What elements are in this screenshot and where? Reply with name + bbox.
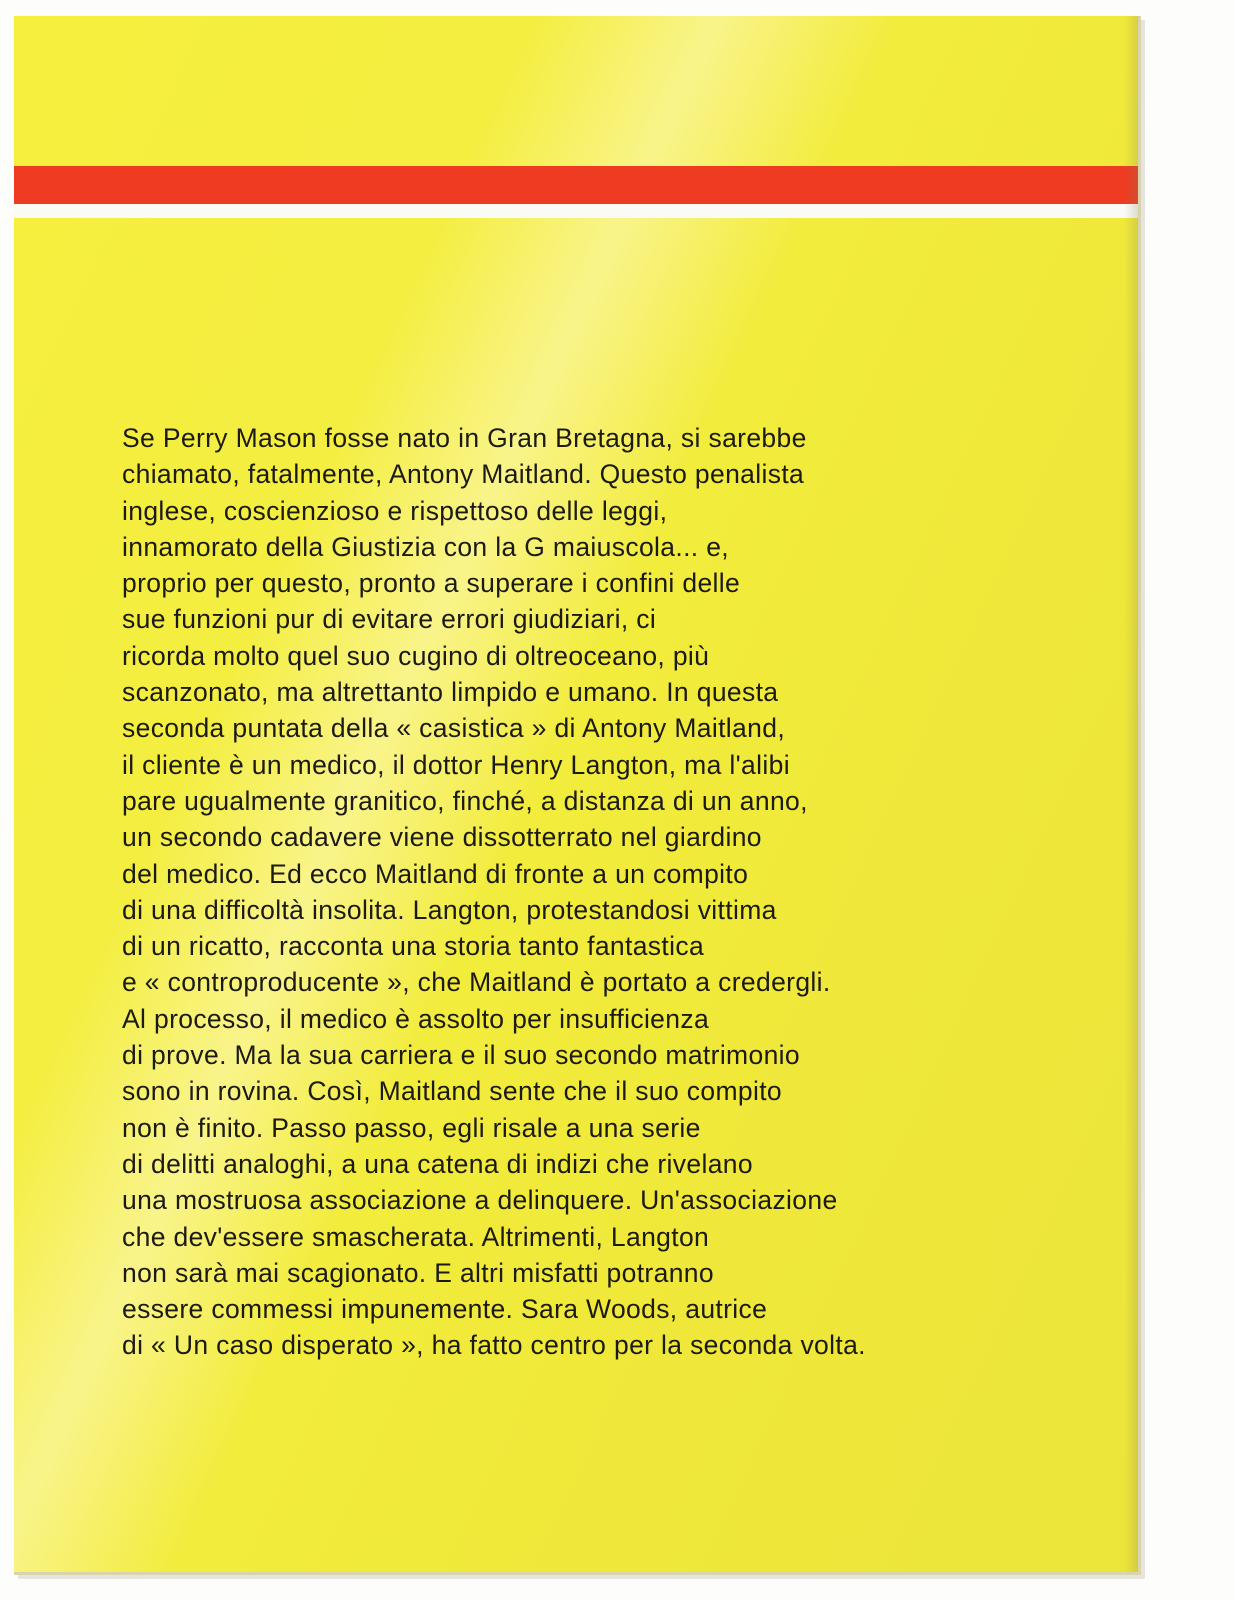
blurb-text bbox=[122, 420, 1002, 1364]
blurb-line: un secondo cadavere viene dissotterrato nel giardino bbox=[122, 822, 762, 853]
blurb-line: scanzonato, ma altrettanto limpido e umano. In questa bbox=[122, 677, 779, 708]
white-stripe bbox=[14, 204, 1138, 218]
blurb-line: il cliente è un medico, il dottor Henry Langton, ma l'alibi bbox=[122, 749, 790, 780]
blurb-line: essere commessi impunemente. Sara Woods, autrice bbox=[122, 1294, 768, 1325]
blurb-line: di delitti analoghi, a una catena di indizi che rivelano bbox=[122, 1148, 753, 1179]
blurb-line: e « controproducente », che Maitland è portato a credergli. bbox=[122, 967, 831, 998]
blurb-line: innamorato della Giustizia con la G maiuscola... e, bbox=[122, 531, 730, 562]
blurb-line: Se Perry Mason fosse nato in Gran Bretagna, si sarebbe bbox=[122, 423, 807, 453]
blurb-line: sono in rovina. Così, Maitland sente che il suo compito bbox=[122, 1076, 782, 1107]
blurb-line: chiamato, fatalmente, Antony Maitland. Questo penalista bbox=[122, 459, 805, 490]
blurb-line: del medico. Ed ecco Maitland di fronte a un compito bbox=[122, 858, 749, 889]
blurb-line: inglese, coscienzioso e rispettoso delle leggi, bbox=[122, 495, 668, 526]
blurb-line: proprio per questo, pronto a superare i confini delle bbox=[122, 568, 741, 599]
red-stripe bbox=[14, 166, 1138, 204]
blurb-line: sue funzioni pur di evitare errori giudiziari, ci bbox=[122, 604, 657, 635]
blurb-line: di una difficoltà insolita. Langton, protestandosi vittima bbox=[122, 894, 777, 925]
blurb-line: ricorda molto quel suo cugino di oltreoceano, più bbox=[122, 640, 710, 671]
blurb-line: pare ugualmente granitico, finché, a distanza di un anno, bbox=[122, 785, 808, 816]
blurb-line: di prove. Ma la sua carriera e il suo secondo matrimonio bbox=[122, 1040, 800, 1071]
blurb-line: di un ricatto, racconta una storia tanto fantastica bbox=[122, 931, 705, 962]
book-back-cover bbox=[14, 16, 1141, 1575]
blurb-line: non è finito. Passo passo, egli risale a una serie bbox=[122, 1112, 701, 1143]
blurb-line: non sarà mai scagionato. E altri misfatti potranno bbox=[122, 1257, 714, 1288]
blurb-line: una mostruosa associazione a delinquere. Un'associazione bbox=[122, 1185, 838, 1216]
blurb-line: di « Un caso disperato », ha fatto centro per la seconda volta. bbox=[122, 1330, 866, 1361]
blurb-line: seconda puntata della « casistica » di Antony Maitland, bbox=[122, 713, 786, 744]
blurb-line: che dev'essere smascherata. Altrimenti, Langton bbox=[122, 1221, 710, 1252]
blurb-line: Al processo, il medico è assolto per insufficienza bbox=[122, 1003, 710, 1034]
